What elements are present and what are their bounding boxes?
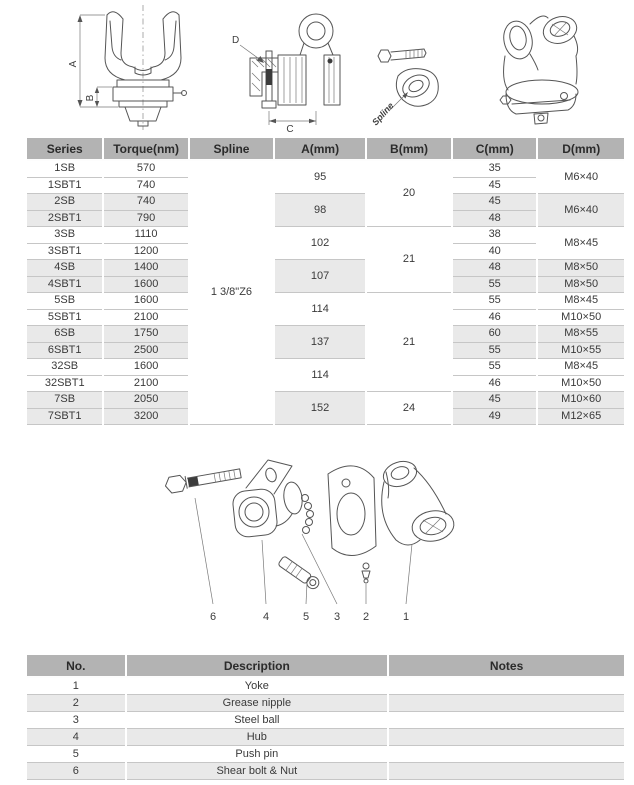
torque-cell: 1600 (103, 293, 188, 310)
part-description-cell: Shear bolt & Nut (126, 763, 389, 780)
d-cell: M10×50 (537, 375, 624, 392)
series-cell: 4SB (27, 260, 103, 277)
torque-cell: 2500 (103, 342, 188, 359)
c-cell: 55 (452, 359, 537, 376)
d-cell: M12×65 (537, 408, 624, 425)
c-cell: 49 (452, 408, 537, 425)
c-cell: 55 (452, 342, 537, 359)
col-header-b: B(mm) (366, 138, 452, 160)
series-cell: 5SBT1 (27, 309, 103, 326)
torque-cell: 3200 (103, 408, 188, 425)
dim-b-label: B (85, 94, 96, 102)
callout-1: 1 (402, 611, 410, 623)
d-cell: M8×45 (537, 293, 624, 310)
spec-row-6SB (27, 326, 624, 343)
d-cell: M6×40 (537, 160, 624, 194)
col-header-notes: Notes (388, 655, 624, 677)
series-cell: 3SBT1 (27, 243, 103, 260)
d-cell: M8×55 (537, 326, 624, 343)
torque-cell: 570 (103, 160, 188, 177)
series-cell: 3SB (27, 227, 103, 244)
torque-cell: 1400 (103, 260, 188, 277)
drawing-spline-view (368, 36, 453, 131)
c-cell: 46 (452, 309, 537, 326)
part-notes-cell (388, 695, 624, 712)
b-cell: 21 (366, 293, 452, 392)
col-header-c: C(mm) (452, 138, 537, 160)
torque-cell: 2100 (103, 375, 188, 392)
part-no-cell: 6 (27, 763, 126, 780)
callout-5: 5 (302, 611, 310, 623)
part-notes-cell (388, 763, 624, 780)
col-header-a: A(mm) (274, 138, 366, 160)
drawing-section-view (228, 3, 348, 133)
a-cell: 137 (274, 326, 366, 359)
spec-header-row (27, 138, 624, 160)
c-cell: 45 (452, 194, 537, 211)
torque-cell: 790 (103, 210, 188, 227)
dim-a-label: A (68, 60, 79, 68)
col-header-torque: Torque(nm) (103, 138, 188, 160)
col-header-description: Description (126, 655, 389, 677)
c-cell: 38 (452, 227, 537, 244)
c-cell: 40 (452, 243, 537, 260)
part-no-cell: 5 (27, 746, 126, 763)
series-cell: 6SBT1 (27, 342, 103, 359)
a-cell: 152 (274, 392, 366, 425)
part-no-cell: 1 (27, 677, 126, 695)
parts-header-row (27, 655, 624, 677)
technical-drawings-row (0, 0, 634, 136)
spec-row-32SB (27, 359, 624, 376)
b-cell: 24 (366, 392, 452, 425)
series-cell: 4SBT1 (27, 276, 103, 293)
c-cell: 45 (452, 392, 537, 409)
part-notes-cell (388, 677, 624, 695)
torque-cell: 1600 (103, 276, 188, 293)
c-cell: 45 (452, 177, 537, 194)
d-cell: M8×45 (537, 227, 624, 260)
parts-row-5 (27, 746, 624, 763)
c-cell: 55 (452, 276, 537, 293)
d-cell: M10×50 (537, 309, 624, 326)
spec-row-5SB (27, 293, 624, 310)
part-description-cell: Hub (126, 729, 389, 746)
c-cell: 48 (452, 210, 537, 227)
spec-row-7SB (27, 392, 624, 409)
series-cell: 32SB (27, 359, 103, 376)
spec-table (27, 138, 624, 425)
series-cell: 6SB (27, 326, 103, 343)
callout-3: 3 (333, 611, 341, 623)
part-notes-cell (388, 729, 624, 746)
d-cell: M8×45 (537, 359, 624, 376)
part-description-cell: Steel ball (126, 712, 389, 729)
col-header-d: D(mm) (537, 138, 624, 160)
d-cell: M6×40 (537, 194, 624, 227)
a-cell: 114 (274, 359, 366, 392)
a-cell: 98 (274, 194, 366, 227)
dim-c-label: C (286, 124, 294, 133)
d-cell: M8×50 (537, 276, 624, 293)
torque-cell: 1110 (103, 227, 188, 244)
series-cell: 7SBT1 (27, 408, 103, 425)
torque-cell: 1600 (103, 359, 188, 376)
c-cell: 35 (452, 160, 537, 177)
drawing-yoke-front-view (55, 3, 225, 133)
series-cell: 1SBT1 (27, 177, 103, 194)
spline-label: Spline (370, 100, 396, 128)
parts-row-1 (27, 677, 624, 695)
part-description-cell: Push pin (126, 746, 389, 763)
c-cell: 55 (452, 293, 537, 310)
part-description-cell: Grease nipple (126, 695, 389, 712)
torque-cell: 740 (103, 194, 188, 211)
d-cell: M10×55 (537, 342, 624, 359)
spline-cell: 1 3/8"Z6 (189, 160, 274, 425)
exploded-parts-diagram (150, 428, 490, 633)
parts-row-6 (27, 763, 624, 780)
a-cell: 95 (274, 160, 366, 194)
series-cell: 7SB (27, 392, 103, 409)
series-cell: 32SBT1 (27, 375, 103, 392)
col-header-no: No. (27, 655, 126, 677)
col-header-series: Series (27, 138, 103, 160)
callout-2: 2 (362, 611, 370, 623)
spec-row-1SB (27, 160, 624, 177)
part-no-cell: 3 (27, 712, 126, 729)
series-cell: 1SB (27, 160, 103, 177)
spec-row-2SB (27, 194, 624, 211)
c-cell: 48 (452, 260, 537, 277)
series-cell: 5SB (27, 293, 103, 310)
a-cell: 107 (274, 260, 366, 293)
col-header-spline: Spline (189, 138, 274, 160)
torque-cell: 2050 (103, 392, 188, 409)
parts-row-2 (27, 695, 624, 712)
part-notes-cell (388, 712, 624, 729)
part-no-cell: 2 (27, 695, 126, 712)
series-cell: 2SB (27, 194, 103, 211)
torque-cell: 2100 (103, 309, 188, 326)
torque-cell: 1200 (103, 243, 188, 260)
parts-table (27, 655, 624, 780)
a-cell: 102 (274, 227, 366, 260)
callout-6: 6 (209, 611, 217, 623)
spec-row-4SB (27, 260, 624, 277)
parts-row-4 (27, 729, 624, 746)
torque-cell: 740 (103, 177, 188, 194)
part-notes-cell (388, 746, 624, 763)
spec-row-3SB (27, 227, 624, 244)
parts-row-3 (27, 712, 624, 729)
callout-4: 4 (262, 611, 270, 623)
drawing-isometric-view (478, 4, 618, 132)
part-no-cell: 4 (27, 729, 126, 746)
a-cell: 114 (274, 293, 366, 326)
d-cell: M10×60 (537, 392, 624, 409)
torque-cell: 1750 (103, 326, 188, 343)
c-cell: 60 (452, 326, 537, 343)
series-cell: 2SBT1 (27, 210, 103, 227)
dim-d-label: D (232, 35, 240, 46)
b-cell: 20 (366, 160, 452, 227)
part-description-cell: Yoke (126, 677, 389, 695)
b-cell: 21 (366, 227, 452, 293)
c-cell: 46 (452, 375, 537, 392)
d-cell: M8×50 (537, 260, 624, 277)
